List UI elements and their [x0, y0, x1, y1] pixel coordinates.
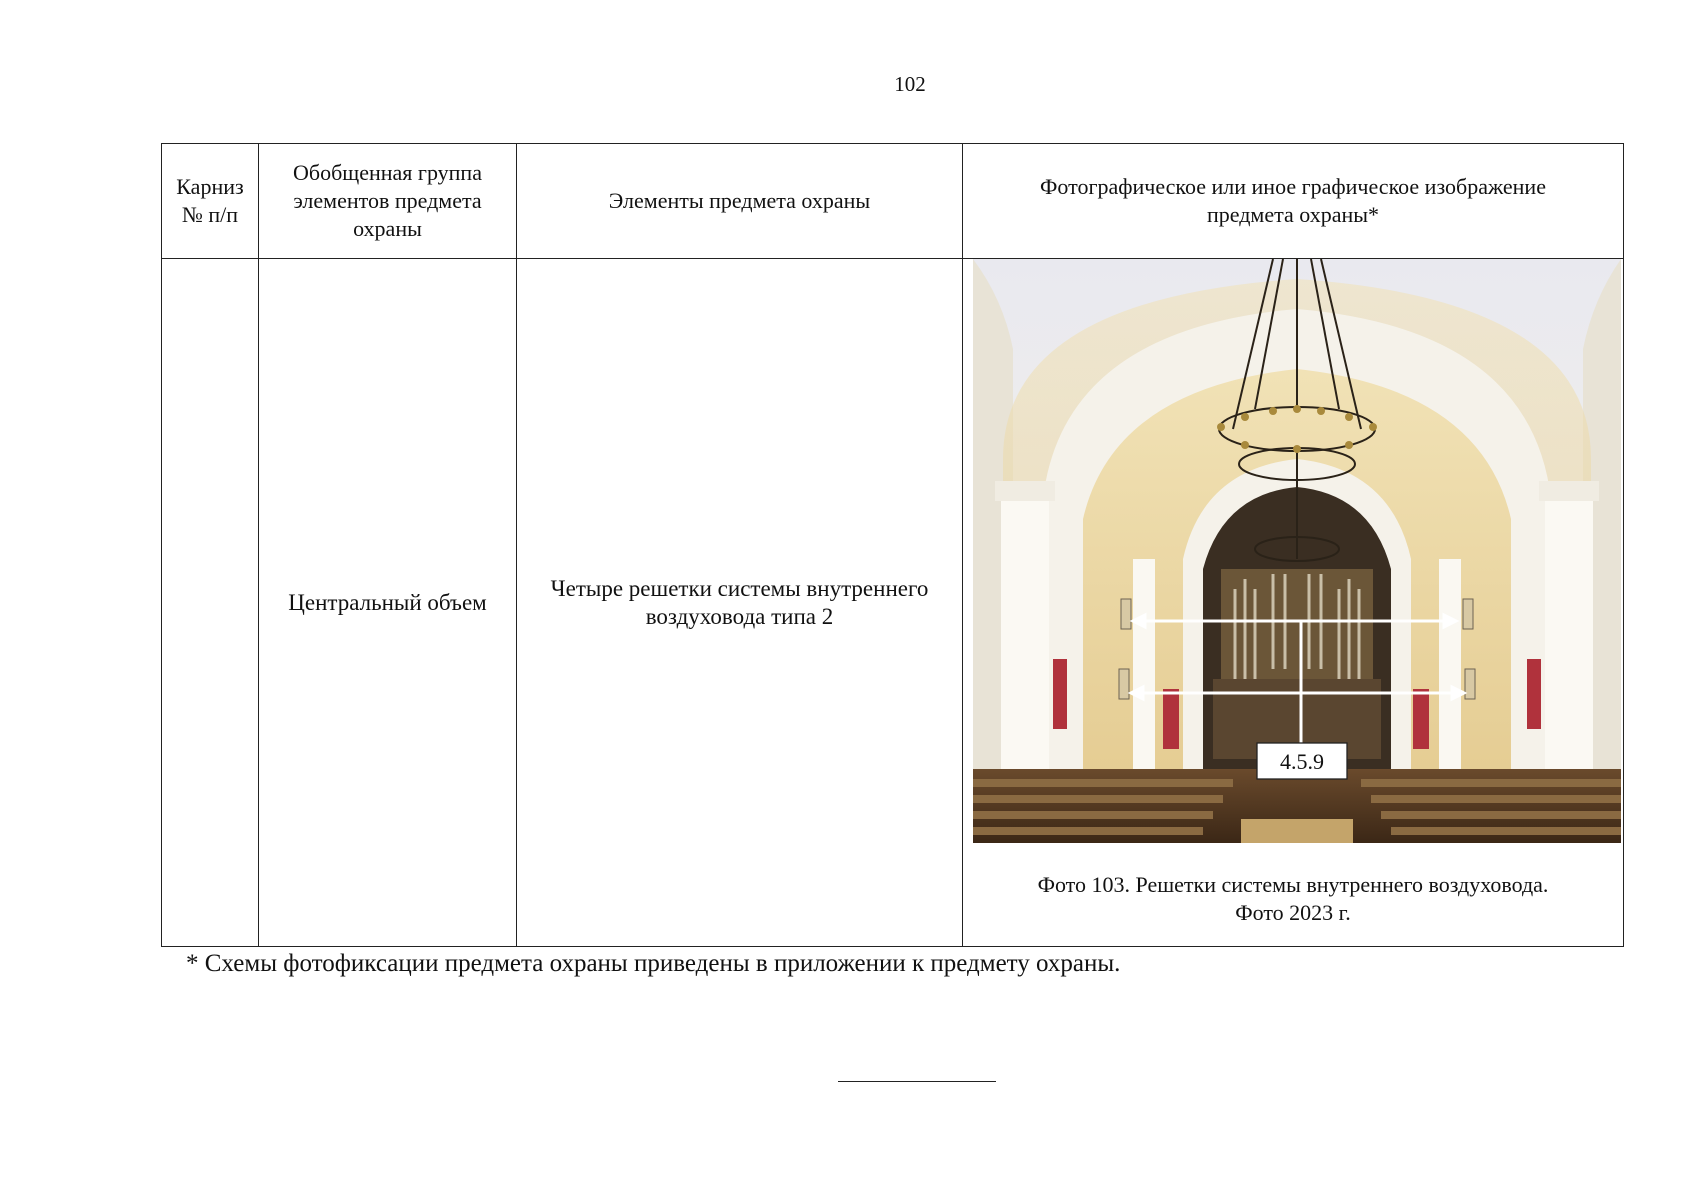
photo-caption — [963, 871, 1623, 927]
header-number: Карниз № п/п — [162, 144, 259, 259]
church-interior-photo — [973, 259, 1621, 843]
header-group: Обобщенная группа элементов предмета охраны — [259, 144, 517, 259]
table-header-row — [162, 144, 1624, 259]
header-elements: Элементы предмета охраны — [517, 144, 963, 259]
photo-caption-line1: Фото 103. Решетки системы внутреннего воздуховода. — [1037, 872, 1549, 897]
cell-element: Четыре решетки системы внутреннего воздуховода типа 2 — [517, 259, 963, 947]
header-photo: Фотографическое или иное графическое изображение предмета охраны* — [963, 144, 1624, 259]
cell-group: Центральный объем — [259, 259, 517, 947]
photo-caption-line2: Фото 2023 г. — [1235, 900, 1351, 925]
page-number: 102 — [894, 72, 926, 96]
protection-table — [161, 143, 1624, 947]
table-row — [162, 259, 1624, 947]
cell-photo — [963, 259, 1624, 947]
cell-number — [162, 259, 259, 947]
end-divider — [838, 1081, 996, 1082]
annotation-label: 4.5.9 — [1280, 749, 1324, 774]
footnote: * Схемы фотофиксации предмета охраны приведены в приложении к предмету охраны. — [186, 950, 1121, 977]
